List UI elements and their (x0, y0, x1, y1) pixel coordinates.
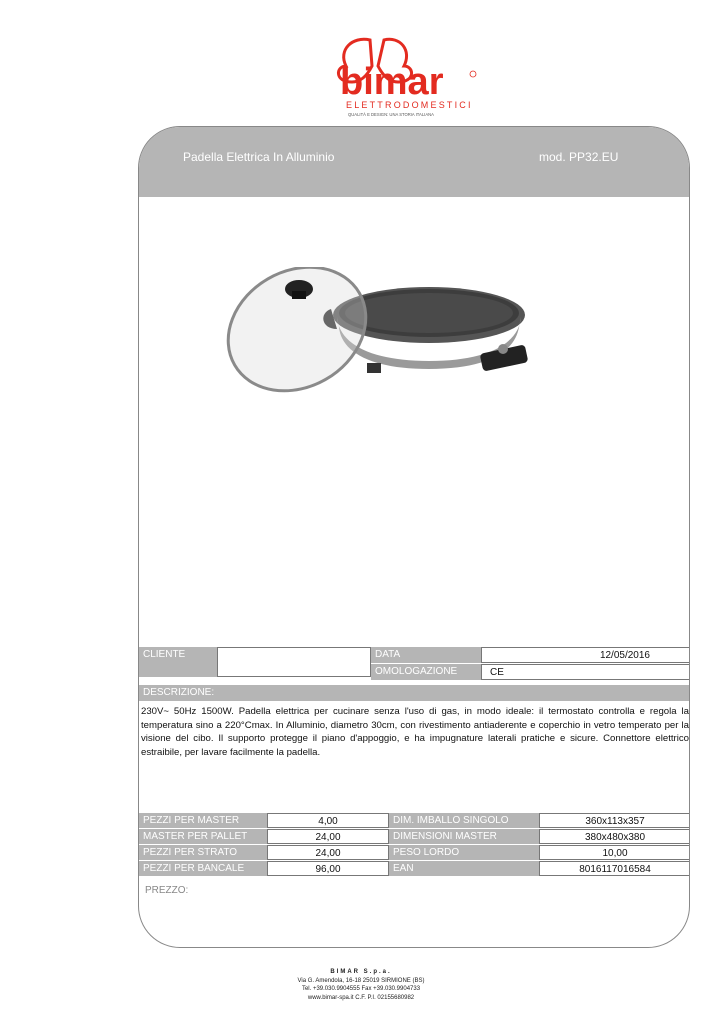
spec-right-value: 10,00 (539, 845, 690, 860)
sheet-header (139, 127, 689, 197)
logo-subtitle: ELETTRODOMESTICI (346, 100, 473, 110)
product-image (219, 267, 549, 397)
footer (0, 968, 722, 1002)
spec-right-label: DIM. IMBALLO SINGOLO (389, 813, 539, 828)
descrizione-label: DESCRIZIONE: (139, 685, 690, 701)
footer-web: www.bimar-spa.it C.F. P.I. 02155680982 (307, 994, 415, 1001)
spec-right-label: DIMENSIONI MASTER (389, 829, 539, 844)
spec-right-label: EAN (389, 861, 539, 876)
data-value: 12/05/2016 (481, 647, 690, 663)
spec-left-label: PEZZI PER STRATO (139, 845, 267, 860)
spec-left-value: 4,00 (267, 813, 389, 828)
logo-tagline: QUALITÀ E DESIGN: UNA STORIA ITALIANA (348, 112, 434, 117)
cliente-label: CLIENTE (139, 647, 217, 677)
spec-left-value: 24,00 (267, 845, 389, 860)
product-sheet (138, 126, 690, 948)
spec-right-value: 380x480x380 (539, 829, 690, 844)
bimar-logo (312, 36, 480, 120)
description-text: 230V~ 50Hz 1500W. Padella elettrica per cucinare senza l'uso di gas, in modo ideale: il termostato controlla e regola la temperatura sino a 220°Cmax. In Alluminio, diametro 30cm, con rivestimento antiaderente e coperchio in vetro temperato per la visione del cibo. Il supporto protegge il piano d'appoggio, e ha impugnature laterali pratiche e sicure. Connettore elettrico estraibile, per lavare facilmente la padella. (141, 706, 689, 758)
footer-company: BIMAR S.p.a. (330, 969, 392, 975)
spec-right-value: 8016117016584 (539, 861, 690, 876)
spec-left-value: 24,00 (267, 829, 389, 844)
omologazione-label: OMOLOGAZIONE (371, 664, 481, 680)
spec-left-label: PEZZI PER MASTER (139, 813, 267, 828)
data-label: DATA (371, 647, 481, 663)
logo-wordmark: bimar (340, 61, 444, 103)
product-title: Padella Elettrica In Alluminio (183, 150, 335, 164)
footer-contacts: Tel. +39.030.9904555 Fax +39.030.9904733 (301, 986, 421, 992)
spec-left-label: PEZZI PER BANCALE (139, 861, 267, 876)
spec-right-value: 360x113x357 (539, 813, 690, 828)
spec-left-label: MASTER PER PALLET (139, 829, 267, 844)
cliente-value (217, 647, 371, 677)
footer-address: Via G. Amendola, 16-18 25019 SIRMIONE (BS) (297, 977, 425, 984)
spec-right-label: PESO LORDO (389, 845, 539, 860)
spec-left-value: 96,00 (267, 861, 389, 876)
prezzo-label: PREZZO: (145, 885, 189, 896)
model-number: mod. PP32.EU (539, 150, 619, 164)
omologazione-value: CE (481, 664, 690, 680)
